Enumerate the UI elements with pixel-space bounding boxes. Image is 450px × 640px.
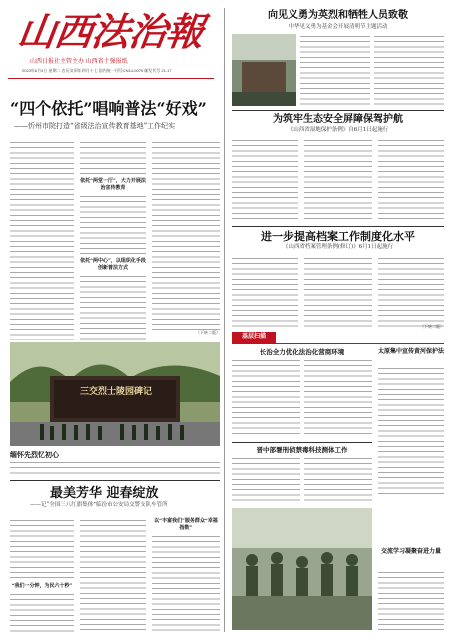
article2-subheadline: 《山西省湿地保护条例》自6月1日起施行 [287,127,389,133]
main-article-text-col1 [10,140,74,340]
second-inline-subhead-1: “我们一分钟，为民六十秒” [11,583,73,589]
second-subheadline: ——记“全国三八红旗集体”临汾市公安局交警支队车管所 [30,502,168,508]
section-rule [10,480,220,481]
article3-headline: 进一步提高档案工作制度化水平 [261,230,415,243]
brief1-headline: 长治全力优化法治化营商环境 [259,348,345,356]
second-article-col3 [152,534,220,632]
column-divider [224,8,225,632]
brief2-headline: 太原集中宣传黄河保护法 [378,348,445,355]
brief4-text [378,570,444,630]
second-article-col1b [10,592,74,632]
second-article-col2 [80,518,146,632]
photo-caption-text [10,460,220,476]
inline-subhead-1: 依托“两堂一厅”，大力开展法治宣传教育 [80,178,146,191]
main-article-text-col2b [80,194,146,254]
continue-note-right: （下转二版） [420,324,444,329]
training-photo-image [232,508,372,630]
masthead-slogan: 山西日报社主管主办 山西省十强报纸 [30,59,128,65]
brief1-text-col2 [304,358,372,438]
second-headline: 最美芳华 迎春绽放 [50,486,159,501]
article1-headline: 向见义勇为英烈和牺牲人员致敬 [268,10,408,21]
brief2-text [378,366,444,496]
newspaper-title: 山西法治報 [14,9,207,54]
photo-caption: 缅怀先烈忆初心 [10,450,59,459]
brief4-headline: 交流学习凝聚奋进力量 [380,548,441,555]
masthead-rule [8,78,214,79]
monument-inscription: 三交烈士陵园碑记 [79,387,152,397]
rule-1 [232,110,444,111]
article1-subheadline: 中华见义勇为基金会开展清明节主题活动 [288,24,388,30]
training-photo [232,508,372,630]
article2-headline: 为筑牢生态安全屏障保驾护航 [273,114,403,125]
main-headline: “四个依托”唱响普法“好戏” [10,99,207,118]
article2-text-col3 [378,138,444,222]
article1-photo [232,34,296,106]
brief3-text-col2 [304,456,372,504]
continue-note-main: （下转二版） [196,330,220,335]
main-article-text-col3 [152,140,220,330]
masthead [8,8,214,80]
article2-text-col1 [232,138,298,222]
article1-photo-image [232,34,296,106]
memorial-photo [10,342,220,446]
inline-subhead-2: 依托“两中心”，以组织化手段创新普法方式 [80,258,146,271]
brief3-headline: 晋中部署刑侦禁毒科技测体工作 [256,446,348,454]
main-article-text-col2a [80,140,146,176]
article1-text-col3 [374,34,444,106]
rule-2 [232,226,444,227]
brief3-text-col1 [232,456,300,504]
section-badge: 基层扫描 [232,332,276,343]
main-subheadline: ——忻州市院打造“省级法治宣传教育基地”工作纪实 [14,122,176,130]
article3-subheadline: 《山西省档案管理条例(修订)》6月1日起施行 [282,244,394,250]
article3-text-col3 [378,256,444,328]
masthead-meta: 2023年6月4日 星期二 农历癸卯年四月十七 国内统一刊号CN14-0075 邮发代号 21-17 [22,68,172,73]
main-article-text-col2c [80,274,146,340]
second-inline-subhead-2: 以“丰富我们”服务群众“幸福指数” [154,518,218,531]
article2-text-col2 [304,138,372,222]
brief1-text-col1 [232,358,300,438]
second-article-col1a [10,518,74,578]
article3-text-col2 [304,256,372,328]
section-rule-red [232,343,444,344]
article3-text-col1 [232,256,298,328]
article1-text-col2 [300,34,370,106]
rule-3 [232,442,372,443]
